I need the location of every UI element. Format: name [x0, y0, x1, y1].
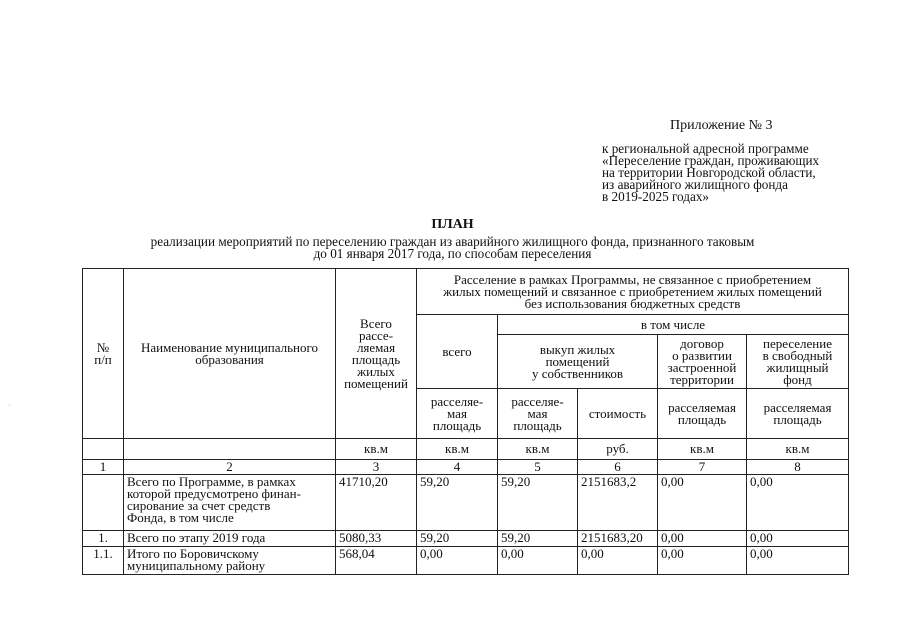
- row-value: 0,00: [747, 475, 849, 531]
- column-number: 6: [578, 460, 658, 475]
- units-row: [83, 439, 849, 460]
- resettlement-plan-table: [82, 268, 849, 575]
- document-subtitle: [110, 236, 795, 260]
- row-value: 5080,33: [336, 531, 417, 547]
- row-value: 0,00: [658, 531, 747, 547]
- row-name: Всего по Программе, в рамках которой предусмотрено финан- сирование за счет средств Фонда, в том числе: [124, 475, 336, 531]
- row-value: 59,20: [498, 531, 578, 547]
- row-value: 59,20: [417, 475, 498, 531]
- header-free-housing: переселение в свободный жилищный фонд: [747, 335, 849, 389]
- header-all: всего: [417, 315, 498, 389]
- row-value: 0,00: [658, 547, 747, 575]
- subtitle-line-2: до 01 января 2017 года, по способам переселения: [313, 246, 592, 261]
- row-value: 2151683,20: [578, 531, 658, 547]
- row-value: 0,00: [498, 547, 578, 575]
- appendix-line: на территории Новгородской области,: [602, 165, 816, 180]
- header-sub-cost: стоимость: [578, 389, 658, 439]
- units-cell-empty: [124, 439, 336, 460]
- scan-speck: ·: [8, 401, 11, 410]
- unit-cell: кв.м: [336, 439, 417, 460]
- row-name: Всего по этапу 2019 года: [124, 531, 336, 547]
- column-number: 5: [498, 460, 578, 475]
- row-value: 568,04: [336, 547, 417, 575]
- table-row: [83, 475, 849, 531]
- column-number: 4: [417, 460, 498, 475]
- row-value: 0,00: [578, 547, 658, 575]
- header-buyout: выкуп жилых помещений у собственников: [498, 335, 658, 389]
- header-including: в том числе: [498, 315, 849, 335]
- appendix-line: к региональной адресной программе: [602, 141, 809, 156]
- row-value: 41710,20: [336, 475, 417, 531]
- unit-cell: кв.м: [417, 439, 498, 460]
- header-sub-all-area: расселяе- мая площадь: [417, 389, 498, 439]
- unit-cell: кв.м: [498, 439, 578, 460]
- row-value: 0,00: [747, 547, 849, 575]
- header-num: № п/п: [83, 269, 124, 439]
- row-num: 1.1.: [83, 547, 124, 575]
- column-number-row: [83, 460, 849, 475]
- unit-cell: кв.м: [658, 439, 747, 460]
- row-name: Итого по Боровичскому муниципальному району: [124, 547, 336, 575]
- appendix-line: «Переселение граждан, проживающих: [602, 153, 820, 168]
- header-total-area: Всего рассе- ляемая площадь жилых помещений: [336, 269, 417, 439]
- row-value: 2151683,2: [578, 475, 658, 531]
- header-sub-buyout-area: расселяе- мая площадь: [498, 389, 578, 439]
- table-row: [83, 531, 849, 547]
- header-contract: договор о развитии застроенной территории: [658, 335, 747, 389]
- header-sub-free-area: расселяемая площадь: [747, 389, 849, 439]
- row-value: 0,00: [747, 531, 849, 547]
- column-number: 2: [124, 460, 336, 475]
- header-resettlement-group: Расселение в рамках Программы, не связанное с приобретением жилых помещений и связанное с приобретением жилых помещений без использования бюджетных средств: [417, 269, 849, 315]
- subtitle-line-1: реализации мероприятий по переселению граждан из аварийного жилищного фонда, признанного таковым: [150, 234, 755, 249]
- appendix-line: в 2019-2025 годах»: [602, 189, 710, 204]
- column-number: 7: [658, 460, 747, 475]
- document-title: ПЛАН: [431, 217, 474, 232]
- row-value: 59,20: [498, 475, 578, 531]
- unit-cell: кв.м: [747, 439, 849, 460]
- header-sub-contract-area: расселяемая площадь: [658, 389, 747, 439]
- units-cell-empty: [83, 439, 124, 460]
- header-name: Наименование муниципального образования: [124, 269, 336, 439]
- appendix-line: из аварийного жилищного фонда: [602, 177, 788, 192]
- column-number: 1: [83, 460, 124, 475]
- column-number: 8: [747, 460, 849, 475]
- row-num: 1.: [83, 531, 124, 547]
- row-num: [83, 475, 124, 531]
- column-number: 3: [336, 460, 417, 475]
- row-value: 0,00: [658, 475, 747, 531]
- appendix-block: [602, 118, 892, 203]
- table-row: [83, 547, 849, 575]
- row-value: 0,00: [417, 547, 498, 575]
- appendix-number: Приложение № 3: [670, 118, 773, 133]
- unit-cell: руб.: [578, 439, 658, 460]
- row-value: 59,20: [417, 531, 498, 547]
